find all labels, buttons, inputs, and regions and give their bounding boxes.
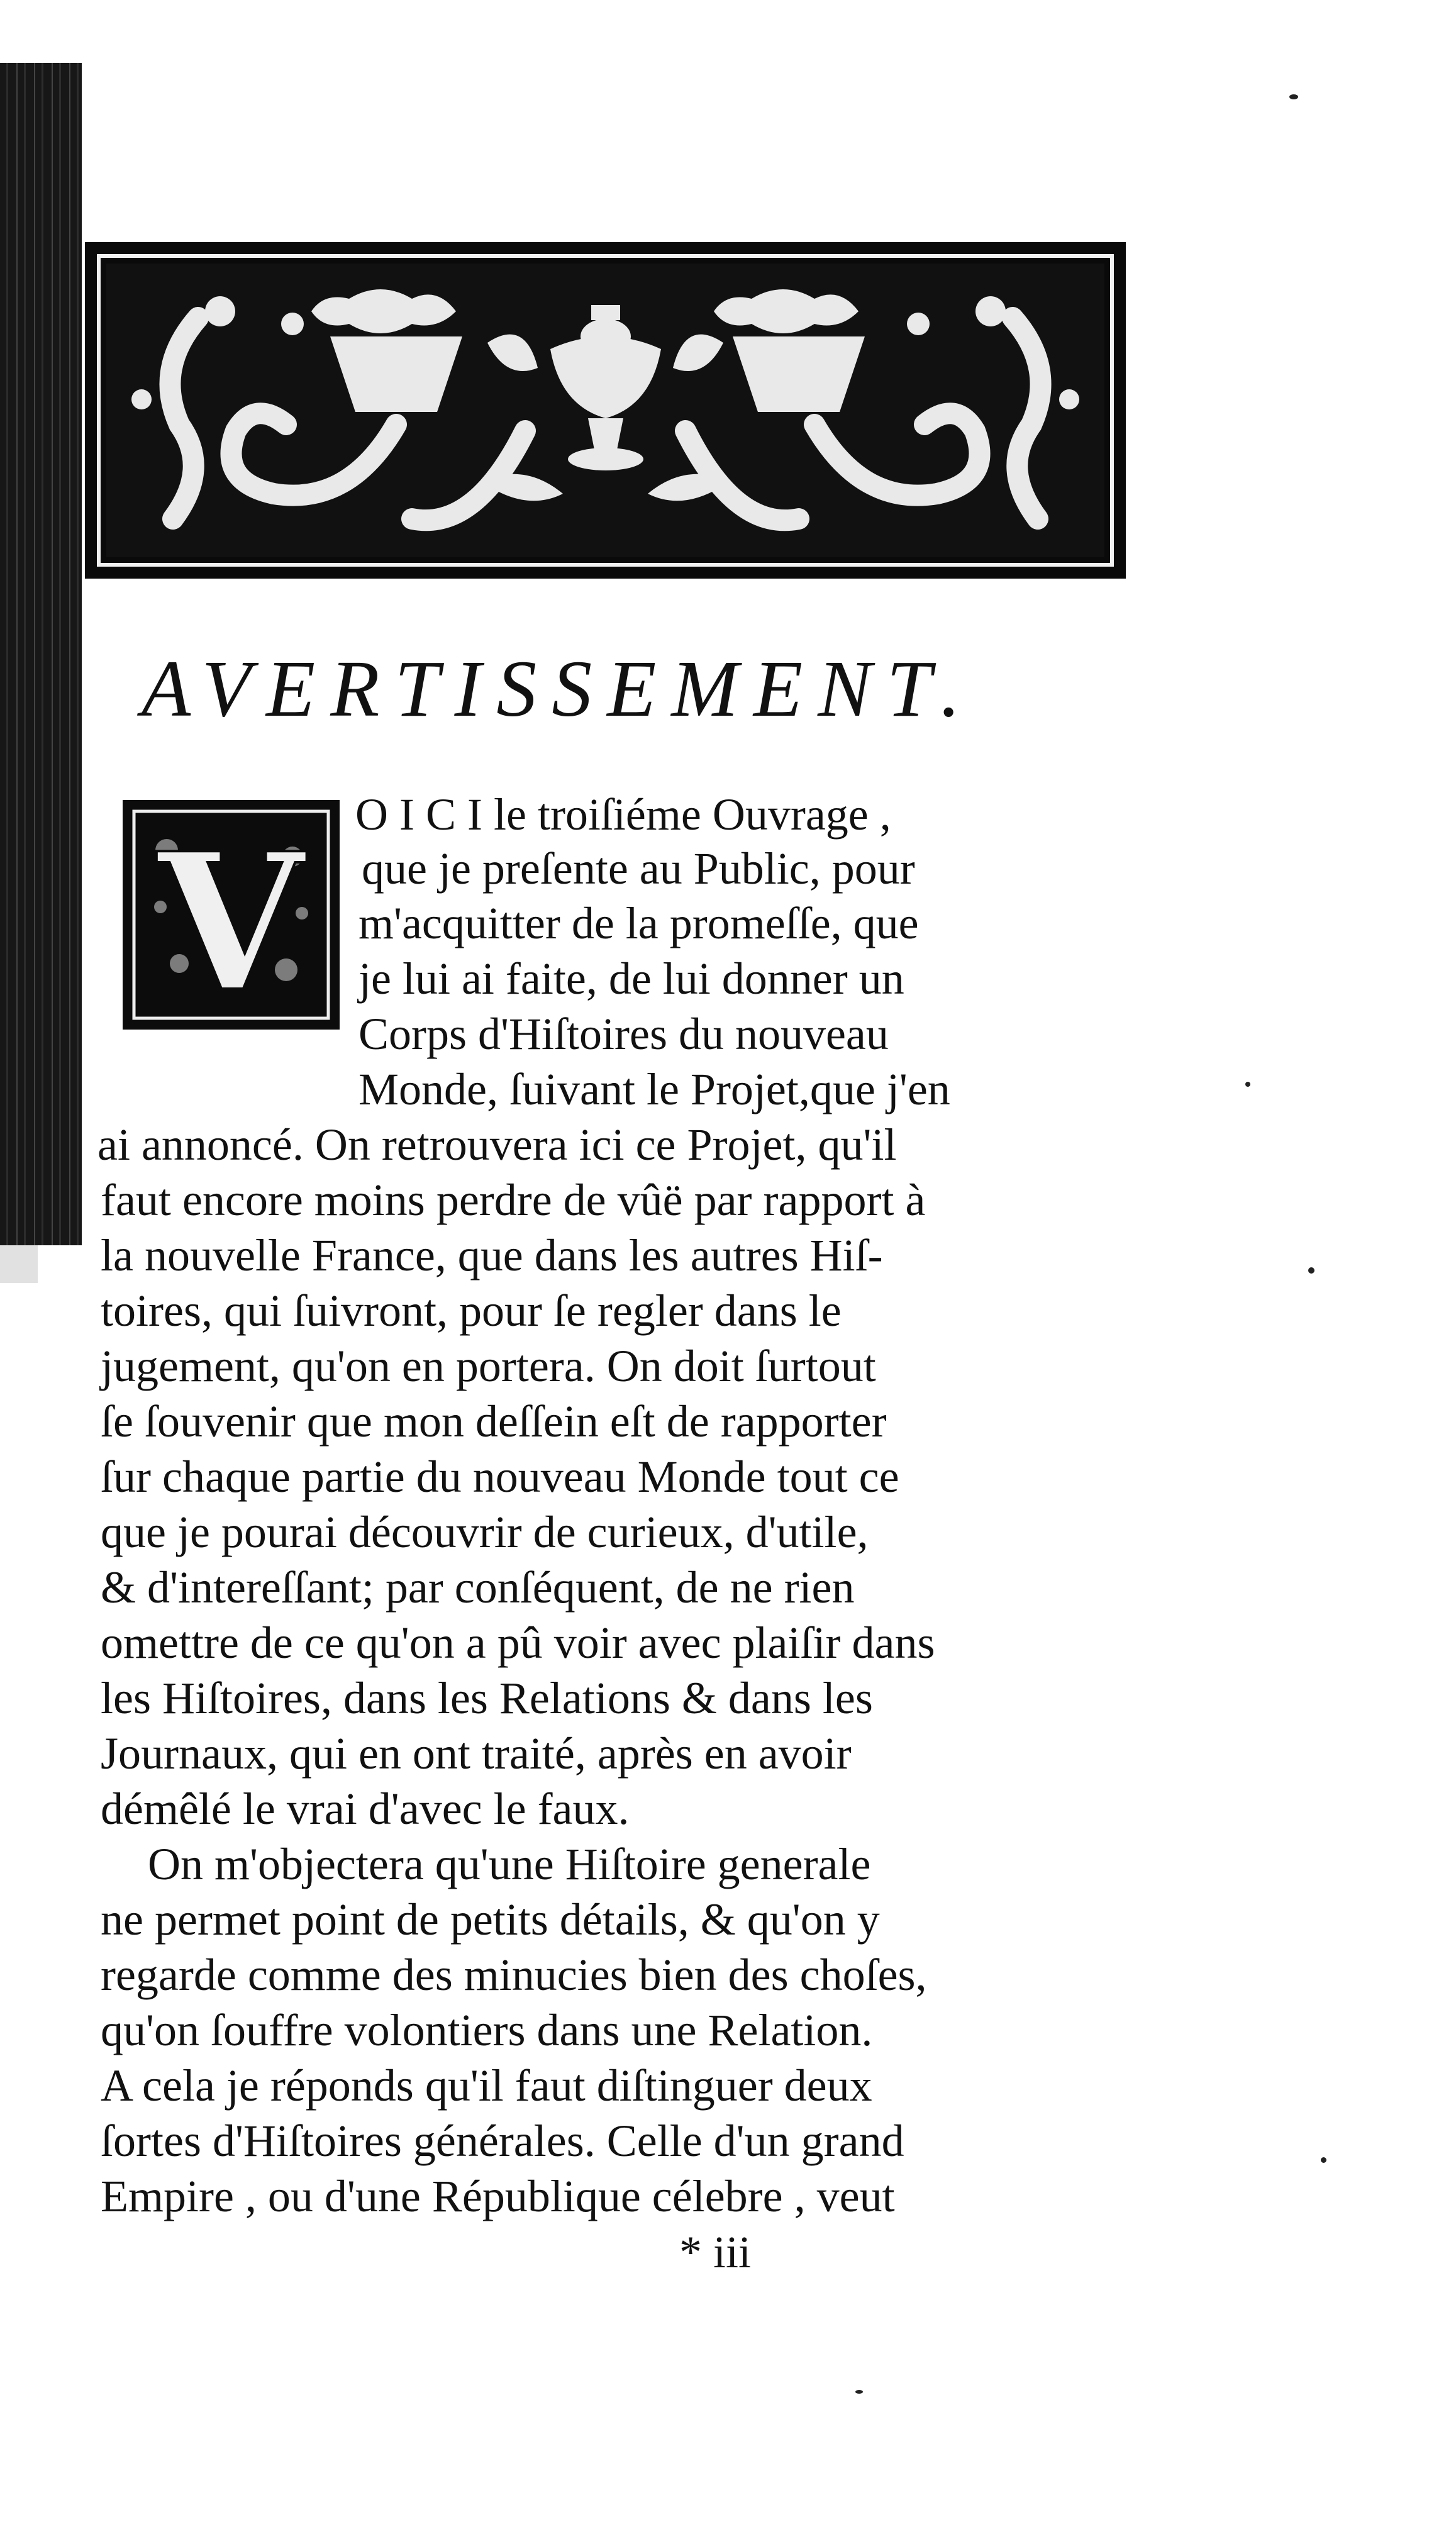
text-line: O I C I le troiſiéme Ouvrage , (355, 789, 891, 840)
text-line: regarde comme des minucies bien des choſes, (101, 1950, 927, 2000)
text-line: ſortes d'Hiſtoires générales. Celle d'un grand (101, 2116, 904, 2166)
binding-edge (0, 1245, 38, 1283)
decorated-initial (123, 800, 340, 1030)
text-line: faut encore moins perdre de vûë par rapport à (101, 1175, 926, 1225)
signature-mark: * iii (679, 2227, 752, 2277)
text-line: les Hiſtoires, dans les Relations & dans les (101, 1673, 873, 1723)
text-line: On m'objectera qu'une Hiſtoire generale (148, 1839, 871, 1889)
text-line: que je preſente au Public, pour (362, 843, 915, 894)
text-line: Empire , ou d'une République célebre , veut (101, 2171, 895, 2221)
text-line: que je pourai découvrir de curieux, d'utile, (101, 1507, 869, 1557)
scan-speck (1308, 1267, 1314, 1274)
binding-shadow (0, 63, 82, 1245)
scan-speck (1289, 94, 1298, 99)
text-line: toires, qui ſuivront, pour ſe regler dans le (101, 1286, 842, 1336)
text-line: je lui ai faite, de lui donner un (358, 953, 904, 1004)
text-line: m'acquitter de la promeſſe, que (358, 898, 919, 948)
scan-speck (855, 2390, 863, 2394)
text-line: ai annoncé. On retrouvera ici ce Projet, qu'il (97, 1119, 897, 1170)
text-line: Journaux, qui en ont traité, après en avoir (101, 1728, 852, 1779)
ornamental-headpiece (85, 242, 1126, 579)
text-line: Monde, ſuivant le Projet,que j'en (358, 1064, 950, 1114)
initial-letter: V (157, 811, 304, 1030)
text-line: A cela je réponds qu'il faut diſtinguer deux (101, 2060, 872, 2111)
text-line: ne permet point de petits détails, & qu'on y (101, 1894, 880, 1945)
text-line: & d'intereſſant; par conſéquent, de ne rien (101, 1562, 855, 1613)
scan-speck (1245, 1082, 1250, 1087)
text-line: ſe ſouvenir que mon deſſein eſt de rapporter (101, 1396, 887, 1447)
text-line: ſur chaque partie du nouveau Monde tout ce (101, 1452, 899, 1502)
text-line: omettre de ce qu'on a pû voir avec plaiſir dans (101, 1618, 935, 1668)
text-line: jugement, qu'on en portera. On doit ſurtout (101, 1341, 876, 1391)
text-line: démêlé le vrai d'avec le faux. (101, 1784, 630, 1834)
text-line: la nouvelle France, que dans les autres Hiſ- (101, 1230, 883, 1280)
section-title: AVERTISSEMENT. (142, 644, 976, 733)
text-line: qu'on ſouffre volontiers dans une Relation. (101, 2005, 873, 2055)
scan-speck (1321, 2157, 1326, 2163)
text-line: Corps d'Hiſtoires du nouveau (358, 1009, 889, 1059)
